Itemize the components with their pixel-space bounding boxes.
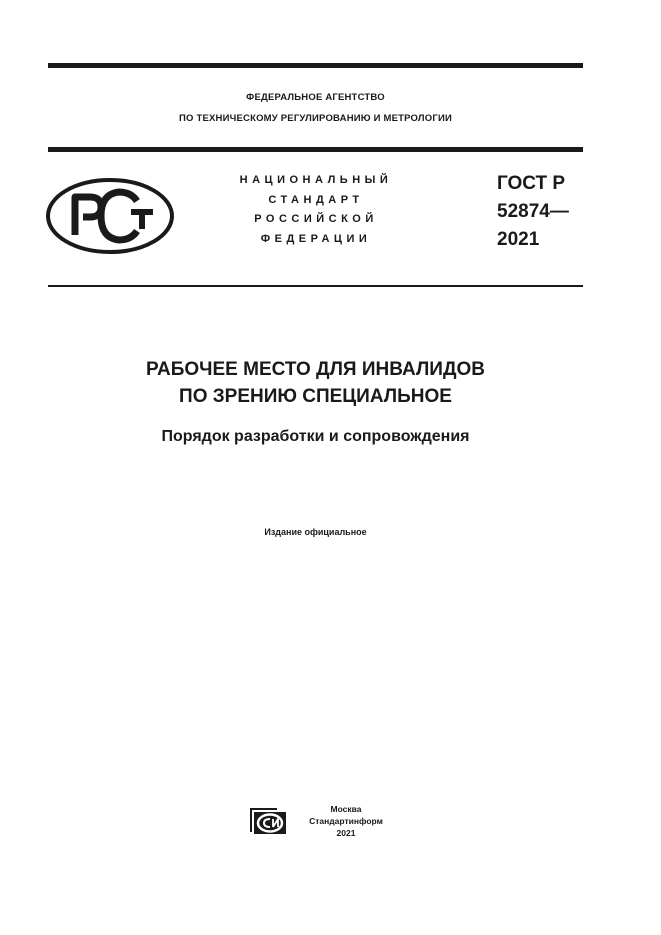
- edition-label: Издание официальное: [264, 527, 367, 537]
- gost-designation-line-2: 52874—: [497, 201, 569, 222]
- header-rule: [48, 147, 583, 152]
- publisher-name: Стандартинформ: [309, 816, 383, 826]
- publisher-city: Москва: [330, 804, 362, 814]
- document-title-line-2: ПО ЗРЕНИЮ СПЕЦИАЛЬНОЕ: [179, 386, 452, 407]
- agency-line-2: ПО ТЕХНИЧЕСКОМУ РЕГУЛИРОВАНИЮ И МЕТРОЛОГИИ: [179, 113, 452, 124]
- national-standard-line-4: ФЕДЕРАЦИИ: [260, 233, 372, 245]
- gost-designation-line-1: ГОСТ Р: [497, 173, 566, 194]
- publisher-year: 2021: [336, 828, 356, 838]
- standartinform-logo-icon: [247, 806, 289, 836]
- gost-designation-line-3: 2021: [497, 229, 540, 250]
- document-title-line-1: РАБОЧЕЕ МЕСТО ДЛЯ ИНВАЛИДОВ: [145, 359, 485, 380]
- top-rule: [48, 63, 583, 68]
- national-standard-line-2: СТАНДАРТ: [268, 194, 364, 206]
- agency-line-1: ФЕДЕРАЛЬНОЕ АГЕНТСТВО: [246, 92, 385, 103]
- national-standard-line-3: РОССИЙСКОЙ: [254, 213, 378, 225]
- separator-rule: [48, 285, 583, 287]
- document-subtitle: Порядок разработки и сопровождения: [161, 428, 470, 445]
- national-standard-line-1: НАЦИОНАЛЬНЫЙ: [239, 174, 393, 186]
- gost-logo-icon: [45, 177, 175, 255]
